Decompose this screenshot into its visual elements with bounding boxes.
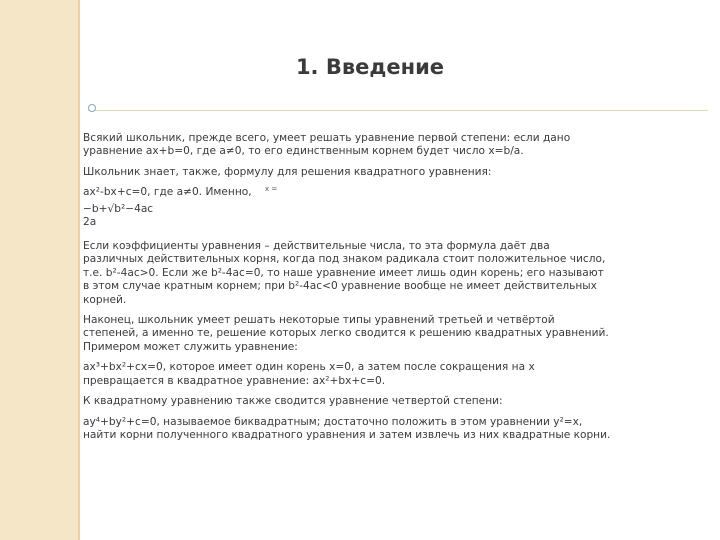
paragraph-8: ay⁴+by²+c=0, называемое биквадратным; достаточно положить в этом уравнении y²=x, найти корни полученного квадратного уравнения и затем извлечь из них квадратные корни.	[83, 415, 611, 441]
decorative-circle-icon	[88, 104, 96, 112]
formula-numerator: −b+√b²−4ac	[83, 202, 154, 215]
paragraph-3	[83, 186, 611, 199]
quadratic-equation-text: ax²-bx+c=0, где a≠0. Именно,	[83, 186, 252, 199]
paragraph-2: Школьник знает, также, формулу для решения квадратного уравнения:	[83, 165, 492, 178]
paragraph-6: ax³+bx²+cx=0, которое имеет один корень x=0, а затем после сокращения на x превращается в квадратное уравнение: ax²+bx+c=0.	[83, 361, 535, 387]
left-decorative-line	[78, 0, 80, 540]
paragraph-7: К квадратному уравнению также сводится уравнение четвертой степени:	[83, 395, 503, 408]
title-divider	[88, 110, 708, 111]
paragraph-5: Наконец, школьник умеет решать некоторые типы уравнений третьей и четвёртой степеней, а именно те, решение которых легко сводится к решению квадратных уравнений. Примером может служить уравнение:	[83, 314, 609, 353]
left-decorative-band	[0, 0, 78, 540]
slide-body	[83, 132, 611, 449]
paragraph-4: Если коэффициенты уравнения – действительные числа, то эта формула даёт два различных действительных корня, когда под знаком радикала стоит положительное число, т.е. b²-4ac>0. Если же b²-4ac=0, то наше уравнение имеет лишь один корень; его называют в этом случае кратным корнем; при b²-4ac<0 уравнение вообще не имеет действительных корней.	[83, 240, 606, 306]
formula-lhs: x =	[265, 184, 278, 193]
slide-title: 1. Введение	[295, 55, 445, 79]
paragraph-1: Всякий школьник, прежде всего, умеет решать уравнение первой степени: если дано уравнение ax+b=0, где a≠0, то его единственным корнем будет число x=b/a.	[83, 132, 571, 158]
quadratic-formula	[265, 185, 282, 194]
formula-denominator: 2a	[83, 216, 97, 229]
